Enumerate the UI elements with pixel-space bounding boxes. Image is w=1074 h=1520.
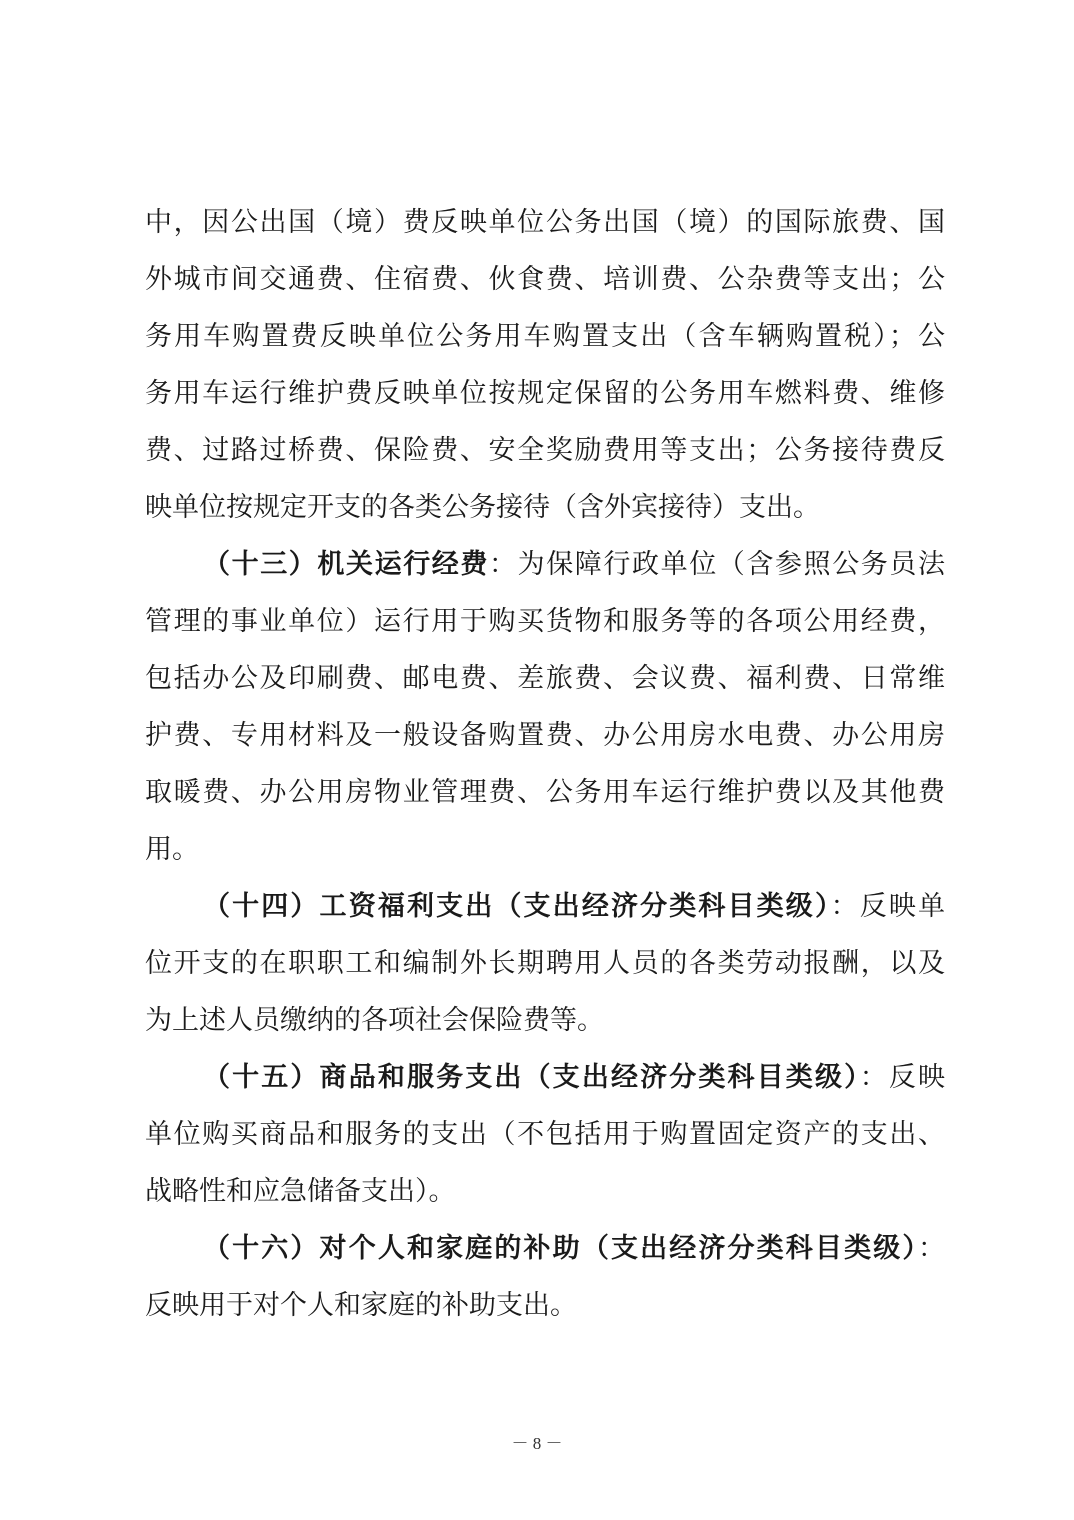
text-line: 管理的事业单位）运行用于购买货物和服务等的各项公用经费， <box>145 606 945 637</box>
section-heading: （十三）机关运行经费 <box>203 549 489 580</box>
text-line: 战略性和应急储备支出）。 <box>145 1176 456 1207</box>
section-heading: （十五）商品和服务支出（支出经济分类科目类级） <box>203 1062 860 1093</box>
text-line: 费、过路过桥费、保险费、安全奖励费用等支出；公务接待费反 <box>145 435 945 466</box>
text-line: 映单位按规定开支的各类公务接待（含外宾接待）支出。 <box>145 492 820 523</box>
text-line: 外城市间交通费、住宿费、伙食费、培训费、公杂费等支出；公 <box>145 264 945 295</box>
text-line <box>203 1229 945 1269</box>
text-line: 中，因公出国（境）费反映单位公务出国（境）的国际旅费、国 <box>145 207 945 238</box>
text-run: ：反映 <box>859 1062 946 1093</box>
page-number: － 8 － <box>511 1434 563 1453</box>
text-line: 务用车运行维护费反映单位按规定保留的公务用车燃料费、维修 <box>145 378 945 409</box>
text-run: ： <box>918 1233 945 1264</box>
text-line: 包括办公及印刷费、邮电费、差旅费、会议费、福利费、日常维 <box>145 663 945 694</box>
text-line <box>203 1058 945 1098</box>
text-run: ：为保障行政单位（含参照公务员法 <box>489 549 945 580</box>
text-line: 位开支的在职职工和编制外长期聘用人员的各类劳动报酬，以及 <box>145 948 945 979</box>
text-line: 反映用于对个人和家庭的补助支出。 <box>145 1290 577 1321</box>
section-heading: （十六）对个人和家庭的补助（支出经济分类科目类级） <box>203 1233 918 1264</box>
text-run: ：反映单 <box>830 891 946 922</box>
text-line <box>203 545 945 585</box>
section-heading: （十四）工资福利支出（支出经济分类科目类级） <box>203 891 831 922</box>
text-line: 单位购买商品和服务的支出（不包括用于购置固定资产的支出、 <box>145 1119 945 1150</box>
text-line <box>203 887 945 927</box>
text-line: 为上述人员缴纳的各项社会保险费等。 <box>145 1005 604 1036</box>
text-line: 取暖费、办公用房物业管理费、公务用车运行维护费以及其他费 <box>145 777 945 808</box>
text-line: 用。 <box>145 834 199 865</box>
text-line: 护费、专用材料及一般设备购置费、办公用房水电费、办公用房 <box>145 720 945 751</box>
text-line: 务用车购置费反映单位公务用车购置支出（含车辆购置税）；公 <box>145 321 945 352</box>
